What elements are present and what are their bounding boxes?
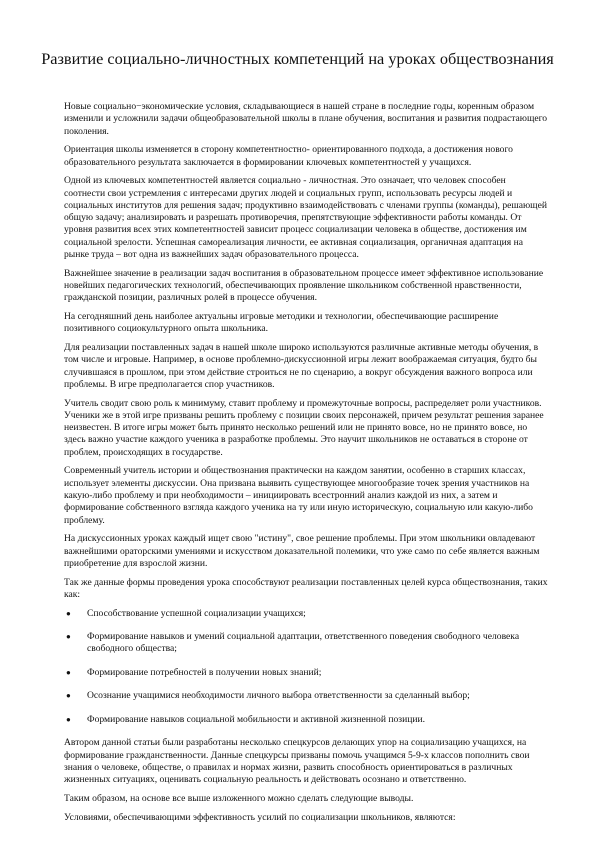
document-body	[64, 101, 548, 830]
paragraph: Важнейшее значение в реализации задач воспитания в образовательном процессе имеет эффективное использование новейших педагогических технологий, обеспечивающих проявление школьником собственной нравственности, гражданской позиции, различных ролей в процессе обучения.	[64, 267, 544, 304]
paragraph: На сегодняшний день наиболее актуальны игровые методики и технологии, обеспечивающие расширение позитивного социокультурного опыта школьника.	[64, 311, 499, 335]
paragraph: Для реализации поставленных задач в нашей школе широко используются различные активные методы обучения, в том числе и игровые. Например, в основе проблемно-дискуссионной игры лежит воображаемая ситуация, будто бы случившаяся в прошлом, при этом действие строиться не по сценарию, а вокруг обсуждения важного вопроса или проблемы. В игре предполагается спор участников.	[64, 342, 539, 390]
bullet-icon: ●	[66, 714, 71, 724]
list-item-text: Способствование успешной социализации учащихся;	[87, 607, 306, 619]
list-item	[64, 631, 548, 656]
paragraph: Так же данные формы проведения урока способствуют реализации поставленных целей курса обществознания, таких как:	[64, 576, 548, 600]
list-item-text: Формирование навыков социальной мобильности и активной жизненной позиции.	[87, 713, 426, 725]
paragraph: На дискуссионных уроках каждый ищет свою "истину", свое решение проблемы. При этом школьники овладевают важнейшими ораторскими умениями и искусством доказательной полемики, что уже само по себе является важным приобретение для взрослой жизни.	[64, 533, 540, 569]
paragraph: Новые социально−экономические условия, складывающиеся в нашей стране в последние годы, коренным образом изменили и усложнили задачи общеобразовательной школы в плане обучения, воспитания и развития подрастающего поколения.	[64, 101, 548, 137]
bullet-icon: ●	[66, 608, 71, 618]
list-item-text: Осознание учащимися необходимости личного выбора ответственности за сделанный выбор;	[87, 690, 470, 702]
list-item	[64, 690, 548, 702]
paragraph: Автором данной статьи были разработаны несколько спецкурсов делающих упор на социализацию учащихся, на формирование гражданственности. Данные спецкурсы призваны помочь учащимся 5-9-х классов пополнить свои знания о человеке, обществе, о правилах и нормах жизни, развить способность ориентироваться в различных жизненных ситуациях, оценивать социальную реальность и действовать осознано и ответственно.	[64, 737, 530, 786]
list-item-text: Формирование потребностей в получении новых знаний;	[87, 666, 322, 678]
paragraph: Учитель сводит свою роль к минимуму, ставит проблему и промежуточные вопросы, распределяет роли участников. Ученики же в этой игре призваны решить проблему с позиции своих персонажей, причем результат решения заранее неизвестен. В итоге игры может быть принято несколько решений или не принято вовсе, но не принято вовсе, но здесь важно участие каждого ученика в разработке проблемы. Это научит школьников не оставаться в стороне от проблем, происходящих в государстве.	[64, 397, 544, 458]
bullet-icon: ●	[66, 632, 71, 642]
paragraph: Одной из ключевых компетентностей является социально - личностная. Это означает, что человек способен соотнести свои устремления с интересами других людей и социальных групп, использовать ресурсы людей и социальных институтов для решения задач; продуктивно взаимодействовать с членами группы (команды), решающей общую задачу; анализировать и разрешать противоречия, препятствующие эффективности работы команды. От уровня развития всех этих компетентностей зависит процесс социализации человека в обществе, достижения им социальной зрелости. Успешная самореализация личности, ее активная социализация, органичная адаптация на рынке труда – вот одна из важнейших задач образовательного процесса.	[64, 175, 547, 261]
list-item	[64, 714, 548, 726]
list-item	[64, 667, 548, 679]
list-item	[64, 608, 548, 620]
bullet-icon: ●	[66, 691, 71, 701]
paragraph: Таким образом, на основе все выше изложенного можно сделать следующие выводы.	[64, 792, 414, 804]
paragraph: Современный учитель истории и обществознания практически на каждом занятии, особенно в старших классах, использует элементы дискуссии. Она призвана выявить существующее многообразие точек зрения участников на какую-либо проблему и при необходимости – инициировать всестронний анализ каждой из них, а затем и формирование собственного взгляда каждого ученика на ту или иную историческую, социальную или какую-либо проблему.	[64, 465, 533, 526]
document-title: Развитие социально-личностных компетенций на уроках обществознания	[41, 49, 554, 68]
list-item-text: Формирование навыков и умений социальной адаптации, ответственного поведения свободного человека свободного общества;	[87, 631, 520, 655]
paragraph: Ориентация школы изменяется в сторону компетентностно- ориентированного подхода, а достижения нового образовательного результата заключается в формировании ключевых компетентностей у учащихся.	[64, 144, 513, 168]
bullet-icon: ●	[66, 667, 71, 677]
goals-list	[64, 608, 548, 727]
paragraph: Условиями, обеспечивающими эффективность усилий по социализации школьников, являются:	[64, 811, 456, 823]
